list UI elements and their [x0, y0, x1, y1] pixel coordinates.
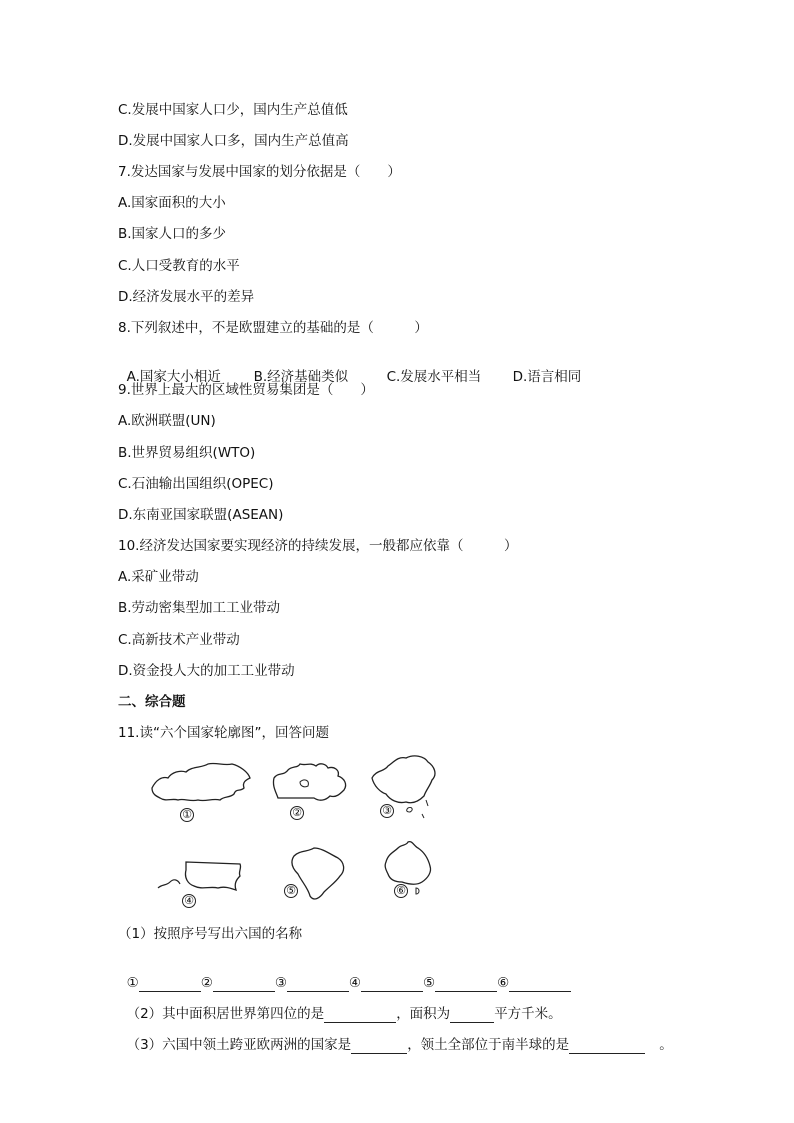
brazil-outline-icon [288, 844, 348, 904]
q10-stem: 10.经济发达国家要实现经济的持续发展，一般都应依靠（ ） [118, 538, 518, 554]
answer-blank-southern-hemisphere[interactable] [569, 1039, 645, 1054]
country-outline-5 [288, 844, 348, 904]
sub2-text-c: 平方千米。 [494, 1006, 562, 1022]
map-number-3: ③ [380, 804, 394, 818]
country-outline-2 [270, 760, 350, 806]
map-number-2: ② [290, 806, 304, 820]
q10-option-d: D.资金投人大的加工工业带动 [118, 663, 295, 679]
q9-option-a: A.欧洲联盟(UN) [118, 413, 216, 429]
q9-option-d: D.东南亚国家联盟(ASEAN) [118, 507, 284, 523]
q9-option-b: B.世界贸易组织(WTO) [118, 445, 256, 461]
map-number-5: ⑤ [284, 884, 298, 898]
sub3-text-c: 。 [659, 1037, 673, 1053]
country-outline-3 [368, 752, 440, 820]
map-number-4: ④ [182, 894, 196, 908]
q10-option-c: C.高新技术产业带动 [118, 632, 240, 648]
canada-outline-icon [270, 760, 350, 806]
country-outline-1 [150, 758, 252, 808]
answer-blank-transcontinental[interactable] [351, 1039, 407, 1054]
q7-option-a: A.国家面积的大小 [118, 195, 226, 211]
russia-outline-icon [150, 758, 252, 808]
blank-label-2: ② [200, 975, 213, 991]
q8-option-d: D.语言相同 [512, 369, 582, 385]
q7-option-c: C.人口受教育的水平 [118, 258, 240, 274]
china-outline-icon [368, 752, 440, 820]
q6-option-c: C.发展中国家人口少，国内生产总值低 [118, 102, 348, 118]
blank-label-4: ④ [348, 975, 362, 991]
q11-sub3 [118, 1018, 673, 1054]
q8-option-c: C.发展水平相当 [386, 369, 482, 385]
country-outline-6 [382, 838, 434, 898]
blank-label-6: ⑥ [497, 975, 510, 991]
q9-option-c: C.石油输出国组织(OPEC) [118, 476, 274, 492]
q7-stem: 7.发达国家与发展中国家的划分依据是（ ） [118, 164, 401, 180]
sub2-text-b: ，面积为 [396, 1006, 451, 1022]
sub2-text-a: （2）其中面积居世界第四位的是 [126, 1006, 325, 1022]
australia-outline-icon [382, 838, 434, 898]
q11-sub1: （1）按照序号写出六国的名称 [118, 926, 303, 942]
q10-option-a: A.采矿业带动 [118, 569, 199, 585]
q8-option-b: B.经济基础类似 [253, 369, 349, 385]
map-number-6: ⑥ [394, 884, 408, 898]
sub3-text-b: ，领土全部位于南半球的是 [407, 1037, 570, 1053]
q10-option-b: B.劳动密集型加工工业带动 [118, 600, 281, 616]
country-outline-figure [150, 748, 450, 918]
q6-option-d: D.发展中国家人口多，国内生产总值高 [118, 133, 349, 149]
q7-option-b: B.国家人口的多少 [118, 226, 227, 242]
map-number-1: ① [180, 808, 194, 822]
sub3-text-a: （3）六国中领土跨亚欧两洲的国家是 [126, 1037, 352, 1053]
section-heading: 二、综合题 [118, 694, 186, 710]
q8-stem: 8.下列叙述中，不是欧盟建立的基础的是（ ） [118, 320, 428, 336]
q7-option-d: D.经济发展水平的差异 [118, 289, 255, 305]
usa-outline-icon [156, 858, 246, 896]
q8-option-a: A.国家大小相近 [126, 369, 221, 385]
country-outline-4 [156, 858, 246, 896]
q11-stem: 11.读“六个国家轮廓图”，回答问题 [118, 725, 329, 741]
blank-label-3: ③ [274, 975, 287, 991]
blank-label-5: ⑤ [423, 975, 436, 991]
q9-stem: 9.世界上最大的区域性贸易集团是（ ） [118, 382, 374, 398]
blank-label-1: ① [126, 975, 139, 991]
